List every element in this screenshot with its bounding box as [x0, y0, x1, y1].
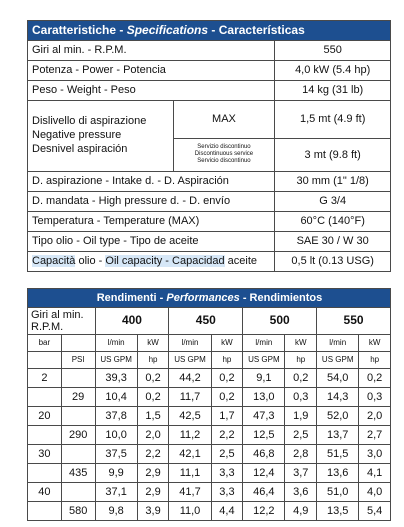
bar-value: [28, 388, 62, 407]
table-cell: 11,1: [169, 464, 211, 483]
suction-max-value: 1,5 mt (4.9 ft): [275, 101, 391, 139]
table-cell: 9,1: [243, 369, 285, 388]
table-cell: 1,5: [137, 407, 169, 426]
table-row: [28, 407, 391, 426]
table-cell: 13,5: [317, 502, 359, 521]
psi-value: 29: [61, 388, 95, 407]
table-cell: 1,9: [285, 407, 317, 426]
oil-label-part: olio -: [75, 255, 106, 268]
oil-label-part: aceite: [224, 255, 258, 268]
table-cell: 54,0: [317, 369, 359, 388]
table-cell: 4,0: [359, 483, 391, 502]
spec-row-intake: [28, 172, 391, 192]
table-cell: 3,7: [285, 464, 317, 483]
table-row: [28, 464, 391, 483]
oil-label-part: Capacità: [32, 255, 76, 268]
table-cell: 37,5: [95, 445, 137, 464]
unit-label: l/min: [169, 335, 211, 352]
table-cell: 13,6: [317, 464, 359, 483]
unit-label: hp: [285, 352, 317, 369]
table-cell: 2,0: [137, 426, 169, 445]
table-cell: 3,3: [211, 464, 243, 483]
table-cell: 10,0: [95, 426, 137, 445]
spec-row-rpm: [28, 41, 391, 61]
bar-value: 20: [28, 407, 62, 426]
spec-value: 4,0 kW (5.4 hp): [275, 61, 391, 81]
rpm-500: 500: [243, 308, 317, 335]
oil-capacity-label: [28, 252, 275, 272]
unit-label: kW: [137, 335, 169, 352]
table-cell: 0,2: [285, 369, 317, 388]
spec-label: Temperatura - Temperature (MAX): [28, 212, 275, 232]
performance-data-body: [28, 369, 391, 521]
table-cell: 0,2: [211, 388, 243, 407]
table-row: [28, 426, 391, 445]
rpm-450: 450: [169, 308, 243, 335]
spec-row-temperature: [28, 212, 391, 232]
table-cell: 12,5: [243, 426, 285, 445]
table-cell: 42,5: [169, 407, 211, 426]
table-cell: 3,3: [211, 483, 243, 502]
bar-value: [28, 502, 62, 521]
table-cell: 37,8: [95, 407, 137, 426]
table-cell: 5,4: [359, 502, 391, 521]
discontinuous-value: 3 mt (9.8 ft): [275, 138, 391, 171]
table-cell: 13,0: [243, 388, 285, 407]
rpm-400: 400: [95, 308, 169, 335]
empty-cell: [61, 335, 95, 352]
table-cell: 3,9: [137, 502, 169, 521]
psi-value: [61, 483, 95, 502]
unit-label: US GPM: [95, 352, 137, 369]
bar-value: [28, 464, 62, 483]
table-cell: 41,7: [169, 483, 211, 502]
table-cell: 0,3: [285, 388, 317, 407]
table-cell: 2,7: [359, 426, 391, 445]
header-it: Rendimenti -: [96, 291, 167, 304]
table-cell: 2,2: [211, 426, 243, 445]
psi-value: 580: [61, 502, 95, 521]
table-cell: 2,0: [359, 407, 391, 426]
table-cell: 2,8: [285, 445, 317, 464]
table-cell: 12,4: [243, 464, 285, 483]
disc-label-it: Servizio discontinuo: [197, 144, 251, 151]
rpm-header-row: [28, 308, 391, 335]
header-it: Caratteristiche -: [32, 22, 127, 37]
disc-label-en: Discontinuous service: [194, 151, 254, 158]
unit-row-top: [28, 335, 391, 352]
spec-row-oil-type: [28, 232, 391, 252]
performances-table: [27, 288, 391, 521]
unit-label: l/min: [243, 335, 285, 352]
specifications-header: [28, 21, 391, 41]
table-cell: 11,7: [169, 388, 211, 407]
psi-value: [61, 445, 95, 464]
unit-label: US GPM: [317, 352, 359, 369]
suction-label-it: Dislivello di aspirazione: [32, 115, 147, 128]
table-cell: 0,2: [359, 369, 391, 388]
table-cell: 12,2: [243, 502, 285, 521]
table-cell: 51,5: [317, 445, 359, 464]
rpm-label: Giri al min. R.P.M.: [28, 308, 96, 335]
psi-value: 290: [61, 426, 95, 445]
table-cell: 0,3: [359, 388, 391, 407]
performances-header: [28, 289, 391, 308]
table-cell: 42,1: [169, 445, 211, 464]
spec-label: D. mandata - High pressure d. - D. envío: [28, 192, 275, 212]
header-en: Performances: [166, 291, 240, 304]
spec-value: SAE 30 / W 30: [275, 232, 391, 252]
spec-value: 14 kg (31 lb): [275, 81, 391, 101]
unit-label: hp: [137, 352, 169, 369]
table-cell: 37,1: [95, 483, 137, 502]
spec-value: 30 mm (1" 1/8): [275, 172, 391, 192]
table-cell: 0,2: [137, 388, 169, 407]
table-cell: 14,3: [317, 388, 359, 407]
table-cell: 39,3: [95, 369, 137, 388]
rpm-550: 550: [317, 308, 391, 335]
table-cell: 11,0: [169, 502, 211, 521]
bar-value: 40: [28, 483, 62, 502]
spec-row-oil-capacity: [28, 252, 391, 272]
table-cell: 2,2: [137, 445, 169, 464]
table-row: [28, 369, 391, 388]
psi-value: [61, 369, 95, 388]
table-cell: 4,1: [359, 464, 391, 483]
suction-label-es: Desnivel aspiración: [32, 142, 128, 155]
discontinuous-label: [173, 138, 275, 171]
table-cell: 11,2: [169, 426, 211, 445]
table-cell: 2,5: [211, 445, 243, 464]
spec-label: Peso - Weight - Peso: [28, 81, 275, 101]
psi-value: 435: [61, 464, 95, 483]
table-row: [28, 388, 391, 407]
table-cell: 2,9: [137, 464, 169, 483]
table-cell: 1,7: [211, 407, 243, 426]
table-cell: 46,8: [243, 445, 285, 464]
bar-label: bar: [28, 335, 62, 352]
spec-value: 550: [275, 41, 391, 61]
suction-max-label: MAX: [173, 101, 275, 139]
spec-label: D. aspirazione - Intake d. - D. Aspiración: [28, 172, 275, 192]
unit-label: kW: [359, 335, 391, 352]
bar-value: 30: [28, 445, 62, 464]
table-cell: 2,9: [137, 483, 169, 502]
table-cell: 3,6: [285, 483, 317, 502]
header-en: Specifications: [126, 22, 209, 37]
table-row: [28, 502, 391, 521]
unit-label: l/min: [317, 335, 359, 352]
table-cell: 46,4: [243, 483, 285, 502]
bar-value: [28, 426, 62, 445]
table-cell: 13,7: [317, 426, 359, 445]
unit-label: kW: [285, 335, 317, 352]
spec-row-power: [28, 61, 391, 81]
unit-label: kW: [211, 335, 243, 352]
unit-label: hp: [211, 352, 243, 369]
spec-value: 0,5 lt (0.13 USG): [275, 252, 391, 272]
table-cell: 3,0: [359, 445, 391, 464]
unit-label: US GPM: [169, 352, 211, 369]
header-es: - Características: [208, 22, 305, 37]
table-cell: 0,2: [137, 369, 169, 388]
psi-label: PSI: [61, 352, 95, 369]
table-cell: 52,0: [317, 407, 359, 426]
unit-label: l/min: [95, 335, 137, 352]
suction-label: [28, 101, 174, 172]
spec-label: Potenza - Power - Potencia: [28, 61, 275, 81]
table-cell: 2,5: [285, 426, 317, 445]
unit-row-bottom: [28, 352, 391, 369]
table-cell: 44,2: [169, 369, 211, 388]
spec-row-weight: [28, 81, 391, 101]
table-cell: 4,4: [211, 502, 243, 521]
table-row: [28, 483, 391, 502]
spec-value: 60°C (140°F): [275, 212, 391, 232]
disc-label-es: Servicio discontinuo: [197, 158, 251, 165]
table-cell: 0,2: [211, 369, 243, 388]
table-cell: 47,3: [243, 407, 285, 426]
psi-value: [61, 407, 95, 426]
header-es: - Rendimientos: [239, 291, 323, 304]
table-cell: 10,4: [95, 388, 137, 407]
table-row: [28, 445, 391, 464]
suction-label-en: Negative pressure: [32, 129, 122, 142]
table-cell: 9,9: [95, 464, 137, 483]
spec-row-suction-max: [28, 101, 391, 139]
unit-label: US GPM: [243, 352, 285, 369]
bar-value: 2: [28, 369, 62, 388]
specifications-table: [27, 20, 391, 272]
table-cell: 9,8: [95, 502, 137, 521]
spec-label: Giri al min. - R.P.M.: [28, 41, 275, 61]
spec-row-outlet: [28, 192, 391, 212]
spec-label: Tipo olio - Oil type - Tipo de aceite: [28, 232, 275, 252]
unit-label: hp: [359, 352, 391, 369]
spec-value: G 3/4: [275, 192, 391, 212]
empty-cell: [28, 352, 62, 369]
oil-label-part: Oil capacity - Capacidad: [105, 255, 225, 268]
table-cell: 4,9: [285, 502, 317, 521]
table-cell: 51,0: [317, 483, 359, 502]
